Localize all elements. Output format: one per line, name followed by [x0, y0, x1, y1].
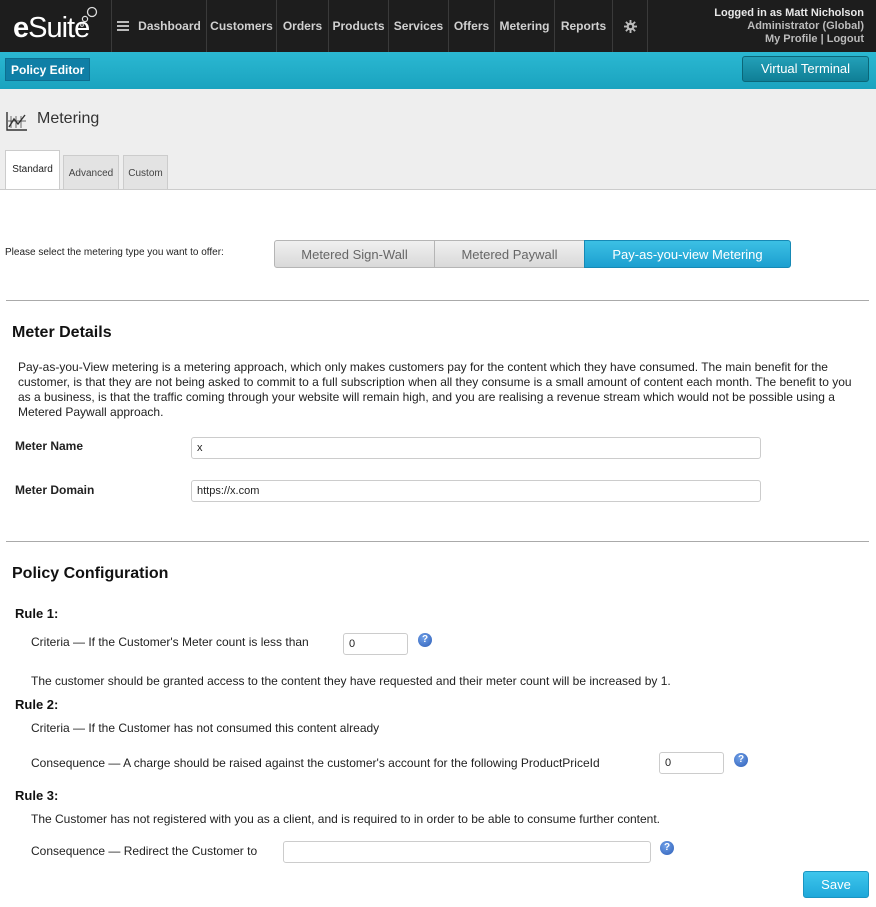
nav-label: Orders: [282, 19, 323, 33]
divider: [6, 300, 869, 301]
tab-advanced[interactable]: Advanced: [63, 155, 119, 190]
option-metered-paywall[interactable]: Metered Paywall: [434, 240, 585, 268]
rule-1-label: Rule 1:: [15, 606, 59, 621]
nav-label: Customers: [210, 19, 273, 33]
nav-label: Reports: [560, 19, 607, 33]
tab-divider: [0, 189, 876, 190]
logged-in-text: Logged in as Matt Nicholson: [714, 7, 864, 19]
logo-bubbles-icon: [80, 6, 100, 28]
meter-details-title: Meter Details: [12, 324, 112, 341]
rule-2-criteria: Criteria — If the Customer has not consumed this content already: [31, 721, 380, 735]
metering-type-prompt: Please select the metering type you want to offer:: [5, 247, 224, 258]
rule-2-consequence: Consequence — A charge should be raised against the customer's account for the following ProductPriceId: [31, 756, 600, 770]
logo-text: eSuite: [13, 12, 90, 44]
nav-customers[interactable]: [206, 0, 276, 52]
option-metered-sign-wall[interactable]: Metered Sign-Wall: [274, 240, 435, 268]
nav-label: Metering: [499, 19, 550, 33]
nav-settings[interactable]: [612, 0, 648, 52]
nav-label: Dashboard: [138, 19, 201, 33]
nav-products[interactable]: [328, 0, 388, 52]
rule-1-criteria: Criteria — If the Customer's Meter count is less than: [31, 635, 309, 649]
help-icon[interactable]: ?: [734, 753, 748, 767]
meter-domain-input[interactable]: [191, 480, 761, 502]
help-icon[interactable]: ?: [660, 841, 674, 855]
product-price-id-input[interactable]: [659, 752, 724, 774]
nav-metering[interactable]: [494, 0, 554, 52]
my-profile-link[interactable]: My Profile: [764, 33, 818, 45]
logout-link[interactable]: Logout: [826, 33, 864, 45]
nav-label: Products: [332, 19, 385, 33]
rule-3-consequence: Consequence — Redirect the Customer to: [31, 844, 258, 858]
nav-orders[interactable]: [276, 0, 328, 52]
nav-label: Offers: [453, 19, 490, 33]
meter-description: Pay-as-you-View metering is a metering approach, which only makes customers pay for the content which they have consumed. The main benefit for the customer, is that they are not being asked to commit to a full subscription when all they consume is a small amount of content each month. The benefit to you as a business, is that the traffic coming through your website will remain high, and you are realising a revenue stream which would not be possible using a Metered Paywall approach.: [18, 360, 852, 419]
nav-reports[interactable]: [554, 0, 612, 52]
nav-offers[interactable]: [448, 0, 494, 52]
top-nav-bar: [0, 0, 876, 52]
rule-3-criteria: The Customer has not registered with you as a client, and is required to in order to be able to consume further content.: [31, 812, 661, 826]
tab-custom[interactable]: Custom: [123, 155, 168, 190]
rule-2-label: Rule 2:: [15, 697, 59, 712]
save-button[interactable]: Save: [803, 871, 869, 898]
user-role: Administrator (Global): [747, 20, 864, 32]
esuite-logo[interactable]: [0, 0, 111, 52]
redirect-url-input[interactable]: [283, 841, 651, 863]
gear-icon: [624, 20, 637, 33]
nav-dashboard[interactable]: [111, 0, 206, 52]
virtual-terminal-button[interactable]: Virtual Terminal: [742, 56, 869, 82]
divider: [6, 541, 869, 542]
meter-count-input[interactable]: [343, 633, 408, 655]
meter-domain-label: Meter Domain: [15, 483, 95, 497]
meter-name-label: Meter Name: [15, 439, 84, 453]
page-title: Metering: [37, 110, 100, 127]
tab-standard[interactable]: Standard: [5, 150, 60, 190]
nav-services[interactable]: [388, 0, 448, 52]
rule-3-label: Rule 3:: [15, 788, 59, 803]
menu-icon: [117, 21, 129, 31]
option-pay-as-you-view[interactable]: Pay-as-you-view Metering: [584, 240, 791, 268]
rule-1-result: The customer should be granted access to the content they have requested and their meter count will be increased by 1.: [31, 674, 671, 688]
help-icon[interactable]: ?: [418, 633, 432, 647]
link-separator: |: [820, 33, 824, 45]
user-info: [714, 7, 864, 46]
policy-configuration-title: Policy Configuration: [12, 565, 169, 582]
chart-icon: [6, 111, 28, 131]
policy-editor-button[interactable]: Policy Editor: [5, 58, 90, 81]
meter-name-input[interactable]: [191, 437, 761, 459]
nav-label: Services: [393, 19, 444, 33]
